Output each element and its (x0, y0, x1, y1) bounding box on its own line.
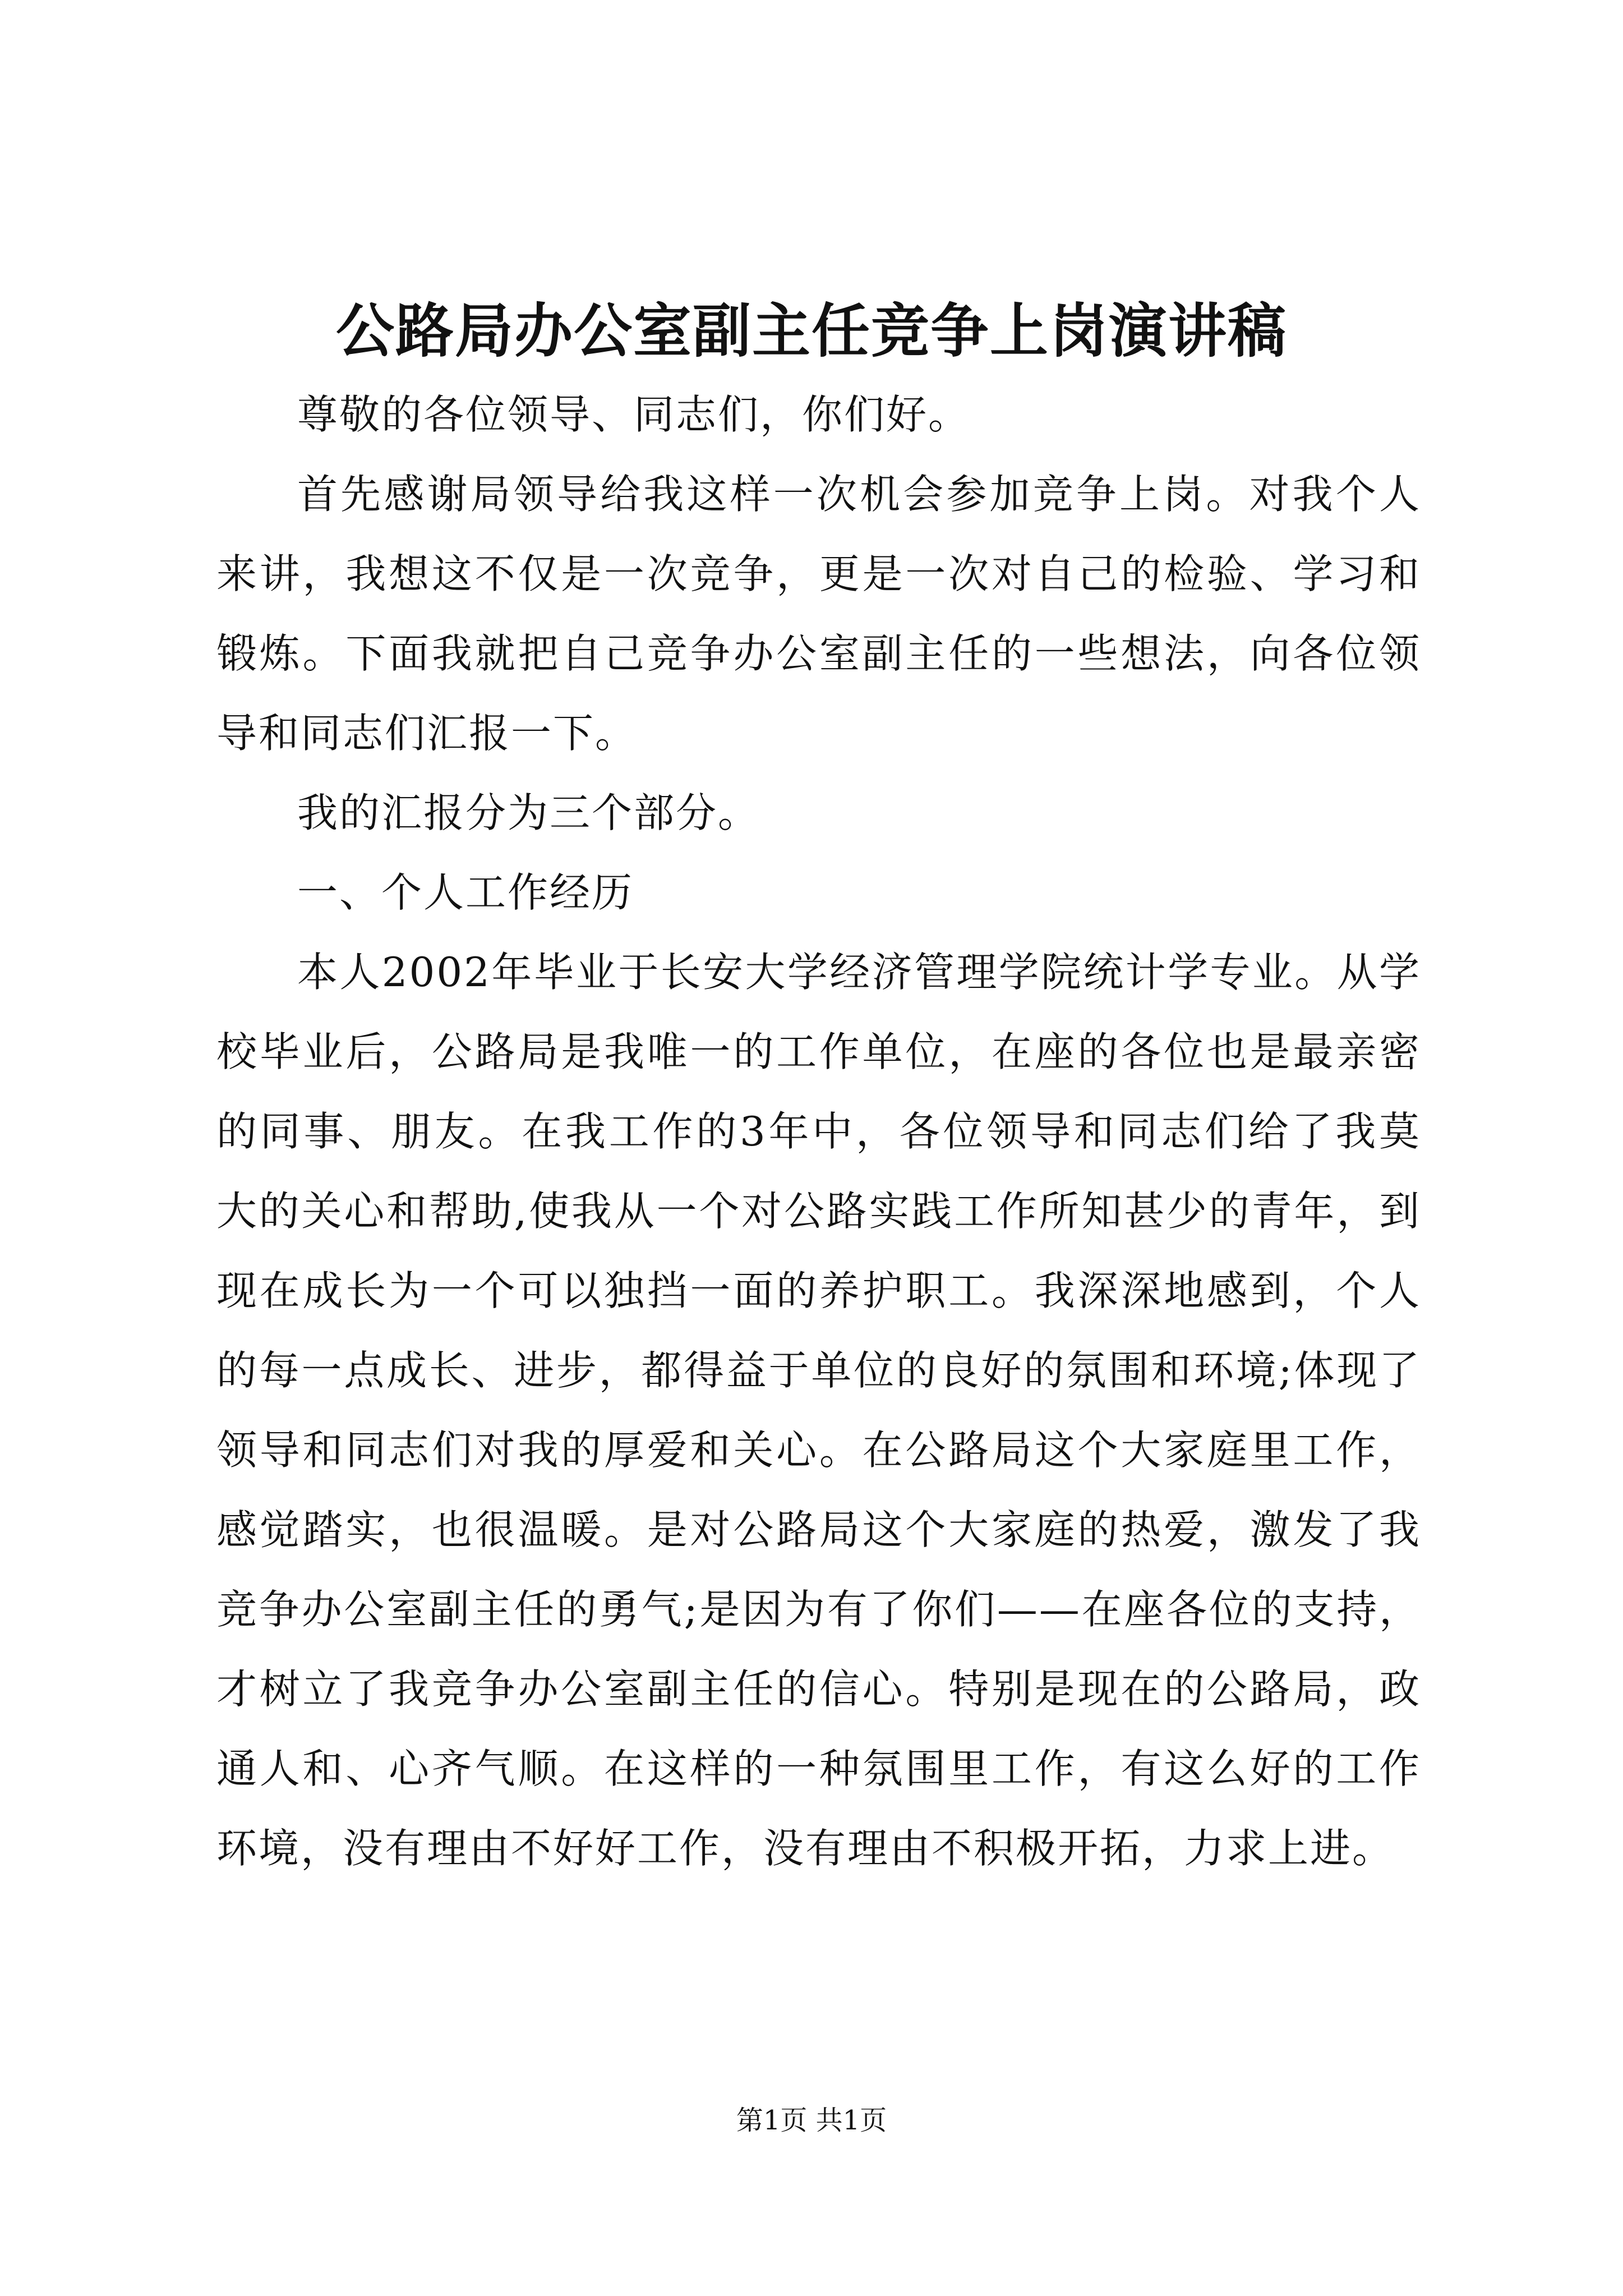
paragraph-work-experience: 本人2002年毕业于长安大学经济管理学院统计学专业。从学校毕业后，公路局是我唯一的工作单位，在座的各位也是最亲密的同事、朋友。在我工作的3年中，各位领导和同志们给了我莫大的关心和帮助,使我从一个对公路实践工作所知甚少的青年，到现在成长为一个可以独挡一面的养护职工。我深深地感到，个人的每一点成长、进步，都得益于单位的良好的氛围和环境;体现了领导和同志们对我的厚爱和关心。在公路局这个大家庭里工作，感觉踏实，也很温暖。是对公路局这个大家庭的热爱，激发了我竞争办公室副主任的勇气;是因为有了你们——在座各位的支持，才树立了我竞争办公室副主任的信心。特别是现在的公路局，政通人和、心齐气顺。在这样的一种氛围里工作，有这么好的工作环境，没有理由不好好工作，没有理由不积极开拓，力求上进。 (216, 949, 1421, 1872)
paragraph-greeting: 尊敬的各位领导、同志们，你们好。 (297, 391, 971, 438)
page-footer: 第1页 共1页 (736, 2105, 887, 2136)
section-heading-work-experience: 一、个人工作经历 (297, 869, 634, 916)
paragraph-report-outline: 我的汇报分为三个部分。 (297, 789, 760, 836)
document-body (216, 375, 1421, 1888)
paragraph-introduction: 首先感谢局领导给我这样一次机会参加竞争上岗。对我个人来讲，我想这不仅是一次竞争，更是一次对自己的检验、学习和锻炼。下面我就把自己竞争办公室副主任的一些想法，向各位领导和同志们汇报一下。 (216, 471, 1421, 757)
document-title: 公路局办公室副主任竞争上岗演讲稿 (335, 296, 1287, 365)
